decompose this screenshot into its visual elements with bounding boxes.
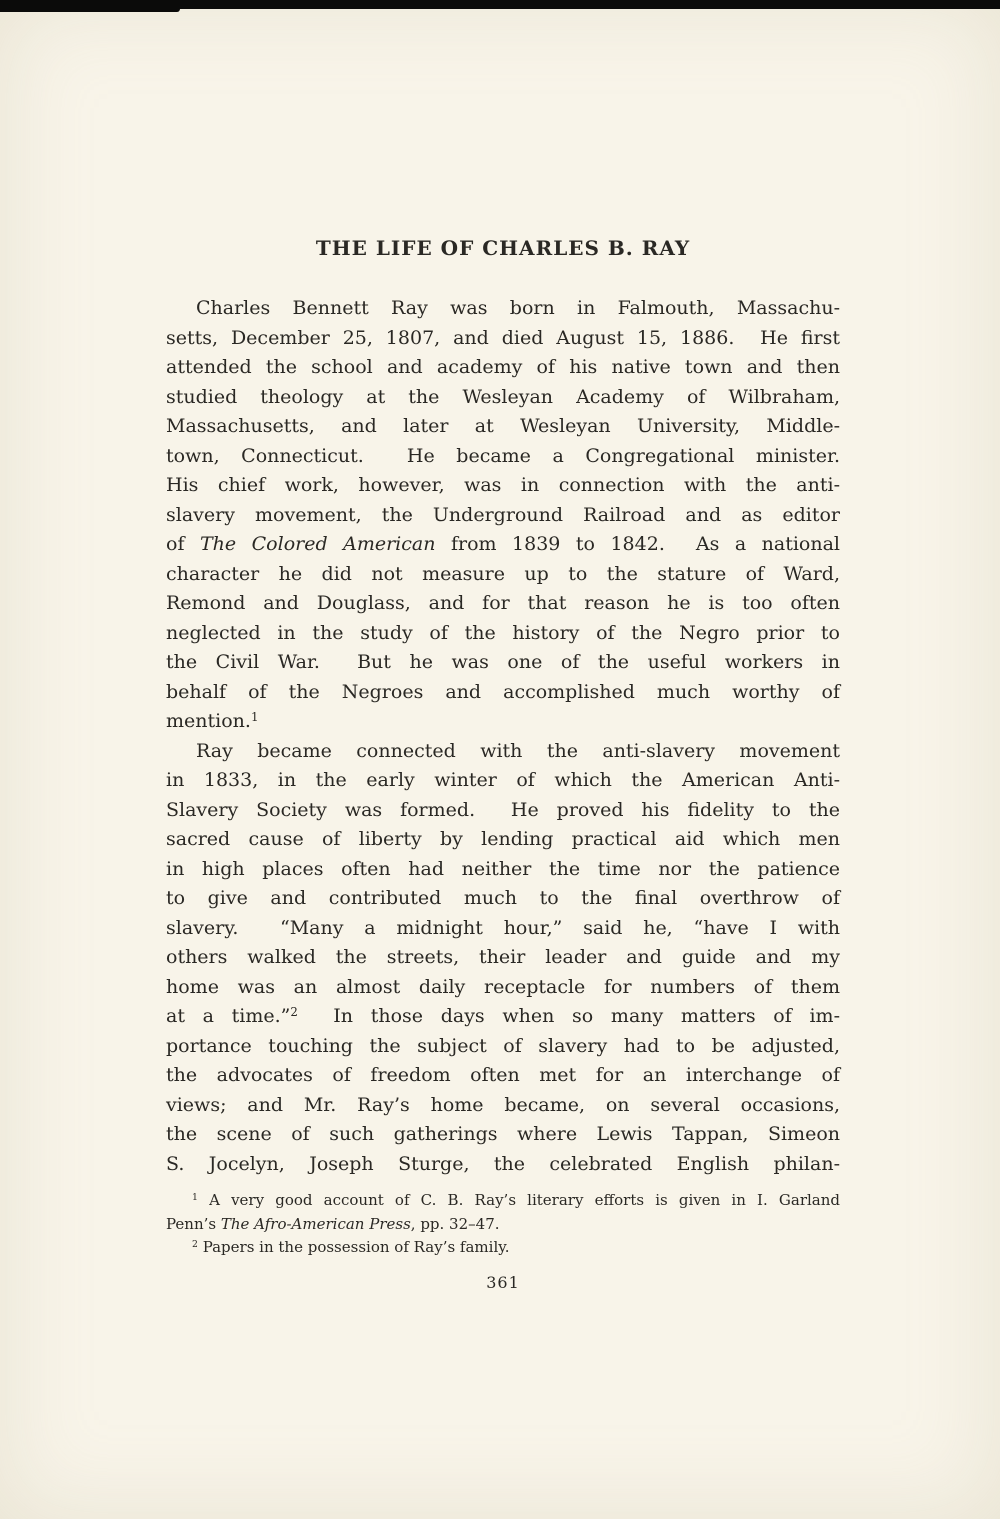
text-run: Penn’s bbox=[166, 1214, 221, 1233]
text-run: the scene of such gatherings where Lewis Tappan, Simeon bbox=[166, 1123, 840, 1145]
text-run: studied theology at the Wesleyan Academy of Wilbraham, bbox=[166, 385, 840, 408]
text-run: the advocates of freedom often met for an interchange of bbox=[166, 1064, 840, 1086]
text-line bbox=[166, 825, 840, 855]
text-line bbox=[166, 1189, 840, 1213]
text-run: of bbox=[166, 533, 200, 555]
text-line bbox=[166, 412, 840, 442]
text-line bbox=[166, 442, 840, 472]
footnote bbox=[166, 1236, 840, 1260]
text-run: , pp. 32–47. bbox=[410, 1214, 500, 1233]
text-line bbox=[166, 560, 840, 590]
text-line bbox=[166, 1150, 840, 1180]
text-run: at a time.” bbox=[166, 1005, 291, 1027]
text-line bbox=[166, 855, 840, 885]
text-line bbox=[166, 707, 840, 737]
article-title: THE LIFE OF CHARLES B. RAY bbox=[315, 236, 691, 260]
text-run: home was an almost daily receptacle for numbers of them bbox=[166, 975, 840, 998]
text-run: His chief work, however, was in connection with the anti- bbox=[166, 474, 840, 496]
text-line bbox=[166, 530, 840, 560]
text-line bbox=[166, 501, 840, 531]
text-line bbox=[166, 914, 840, 944]
text-run: character he did not measure up to the stature of Ward, bbox=[166, 562, 840, 585]
text-line bbox=[166, 943, 840, 973]
text-run: Slavery Society was formed. He proved his fidelity to the bbox=[166, 798, 840, 821]
text-line bbox=[166, 1002, 840, 1032]
text-line bbox=[166, 294, 840, 324]
text-line bbox=[166, 589, 840, 619]
text-block bbox=[166, 236, 840, 1292]
scan-edge-artifact-left bbox=[0, 0, 180, 12]
text-run: mention. bbox=[166, 710, 251, 732]
text-line bbox=[166, 383, 840, 413]
text-line bbox=[166, 973, 840, 1003]
text-line bbox=[166, 471, 840, 501]
text-line bbox=[166, 1061, 840, 1091]
paragraph bbox=[166, 294, 840, 737]
paragraph bbox=[166, 737, 840, 1180]
text-run: attended the school and academy of his native town and then bbox=[166, 356, 840, 378]
text-run: in high places often had neither the time nor the patience bbox=[166, 857, 840, 880]
text-run: the Civil War. But he was one of the useful workers in bbox=[166, 651, 840, 673]
text-run: portance touching the subject of slavery had to be adjusted, bbox=[166, 1034, 840, 1057]
text-line bbox=[166, 324, 840, 354]
text-run: setts, December 25, 1807, and died August 15, 1886. He first bbox=[166, 326, 840, 349]
text-run: A very good account of C. B. Ray’s literary efforts is given in I. Garland bbox=[197, 1191, 840, 1209]
text-run: others walked the streets, their leader and guide and my bbox=[166, 946, 840, 968]
text-run: views; and Mr. Ray’s home became, on several occasions, bbox=[166, 1093, 840, 1116]
text-run: neglected in the study of the history of the Negro prior to bbox=[166, 621, 840, 644]
text-run: slavery. “Many a midnight hour,” said he, “have I with bbox=[166, 916, 840, 939]
text-line bbox=[166, 1236, 840, 1260]
footnote-marker: 1 bbox=[250, 710, 259, 725]
page-number: 361 bbox=[486, 1272, 520, 1292]
article-body bbox=[166, 294, 840, 1179]
footnote bbox=[166, 1189, 840, 1236]
text-run: Papers in the possession of Ray’s family. bbox=[197, 1238, 510, 1256]
footnotes-section bbox=[166, 1189, 840, 1260]
italic-text: The Colored American bbox=[199, 533, 436, 555]
text-run: Massachusetts, and later at Wesleyan University, Middle- bbox=[166, 415, 840, 437]
text-run: In those days when so many matters of im- bbox=[297, 1005, 840, 1027]
text-run: Charles Bennett Ray was born in Falmouth, Massachu- bbox=[196, 297, 840, 319]
text-line bbox=[166, 1213, 840, 1237]
text-line bbox=[166, 678, 840, 708]
text-run: behalf of the Negroes and accomplished much worthy of bbox=[166, 680, 840, 703]
text-line bbox=[166, 737, 840, 767]
text-run: in 1833, in the early winter of which the American Anti- bbox=[166, 769, 840, 791]
text-run: town, Connecticut. He became a Congregational minister. bbox=[166, 444, 840, 467]
text-run: sacred cause of liberty by lending practical aid which men bbox=[166, 828, 840, 850]
footnote-marker: 2 bbox=[192, 1239, 198, 1251]
text-line bbox=[166, 1120, 840, 1150]
text-line bbox=[166, 1032, 840, 1062]
text-line bbox=[166, 884, 840, 914]
text-run: from 1839 to 1842. As a national bbox=[435, 533, 841, 555]
text-line bbox=[166, 619, 840, 649]
text-run: Remond and Douglass, and for that reason he is too often bbox=[166, 592, 840, 614]
italic-text: The Afro-American Press bbox=[220, 1214, 411, 1233]
text-line bbox=[166, 353, 840, 383]
text-run: slavery movement, the Underground Railroad and as editor bbox=[166, 503, 840, 526]
footnote-marker: 1 bbox=[192, 1192, 198, 1204]
text-line bbox=[166, 766, 840, 796]
text-line bbox=[166, 1091, 840, 1121]
text-line bbox=[166, 648, 840, 678]
text-run: S. Jocelyn, Joseph Sturge, the celebrated English philan- bbox=[166, 1152, 840, 1175]
text-run: to give and contributed much to the final overthrow of bbox=[166, 887, 840, 909]
text-line bbox=[166, 796, 840, 826]
text-run: Ray became connected with the anti-slavery movement bbox=[196, 739, 840, 762]
footnote-marker: 2 bbox=[290, 1005, 298, 1020]
